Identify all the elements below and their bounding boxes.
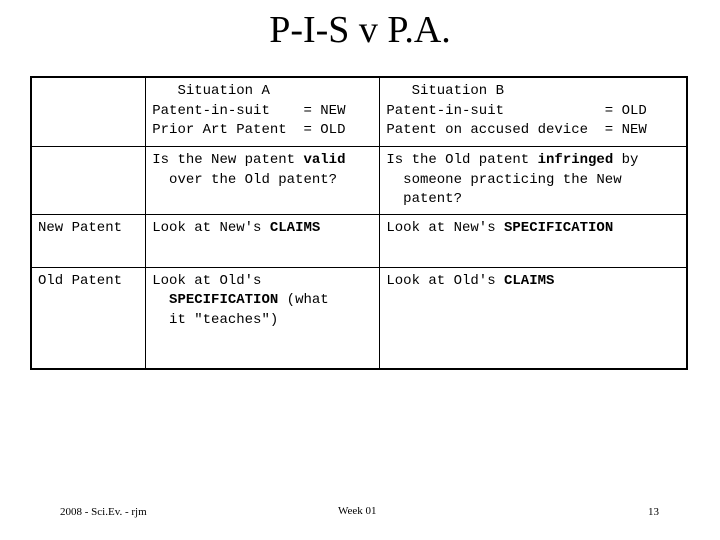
footer-left: 2008 - Sci.Ev. - rjm <box>60 506 147 518</box>
empty-label-cell <box>31 147 146 215</box>
empty-corner-cell <box>31 77 146 147</box>
question-b-text-post: by <box>613 152 639 168</box>
old-b-keyword: CLAIMS <box>504 272 555 289</box>
situation-a-line2: Prior Art Patent = OLD <box>152 122 346 138</box>
old-patent-situation-a-cell <box>146 267 380 369</box>
question-a-text: Is the New patent <box>152 152 304 168</box>
footer-center: Week 01 <box>338 505 377 517</box>
page-number: 13 <box>648 506 659 518</box>
question-a-keyword: valid <box>303 152 346 168</box>
situation-a-heading: Situation A <box>152 83 270 99</box>
question-b-line2: someone practicing the New <box>386 171 622 188</box>
table-row <box>31 267 687 369</box>
situation-a-cell <box>146 77 380 147</box>
table-row <box>31 147 687 215</box>
old-b-text: Look at Old's <box>386 272 504 289</box>
situation-b-line1: Patent-in-suit = OLD <box>386 102 647 119</box>
new-patent-situation-a-cell <box>146 214 380 267</box>
old-a-text-post: (what <box>278 292 329 308</box>
situation-a-line1: Patent-in-suit = NEW <box>152 102 346 119</box>
situation-b-cell <box>380 77 687 147</box>
question-b-text: Is the Old patent <box>386 152 538 168</box>
row-label-old-patent: Old Patent <box>31 267 146 369</box>
question-a-cell <box>146 147 380 215</box>
comparison-table <box>30 76 688 370</box>
old-a-line3: it "teaches") <box>152 311 279 328</box>
table-row <box>31 214 687 267</box>
new-a-text: Look at New's <box>152 219 270 236</box>
question-a-line2: over the Old patent? <box>152 171 338 188</box>
situation-b-heading: Situation B <box>386 83 504 99</box>
table-row <box>31 77 687 147</box>
question-b-cell <box>380 147 687 215</box>
slide-title: P-I-S v P.A. <box>269 9 451 51</box>
new-b-text: Look at New's <box>386 219 504 236</box>
new-b-keyword: SPECIFICATION <box>504 219 614 236</box>
question-b-keyword: infringed <box>537 152 614 168</box>
new-patent-situation-b-cell <box>380 214 687 267</box>
question-b-line3: patent? <box>386 191 462 207</box>
old-a-line1: Look at Old's <box>152 272 262 289</box>
old-patent-situation-b-cell <box>380 267 687 369</box>
old-a-keyword: SPECIFICATION <box>152 292 279 308</box>
row-label-new-patent: New Patent <box>31 214 146 267</box>
new-a-keyword: CLAIMS <box>269 219 321 236</box>
situation-b-line2: Patent on accused device = NEW <box>386 122 647 138</box>
